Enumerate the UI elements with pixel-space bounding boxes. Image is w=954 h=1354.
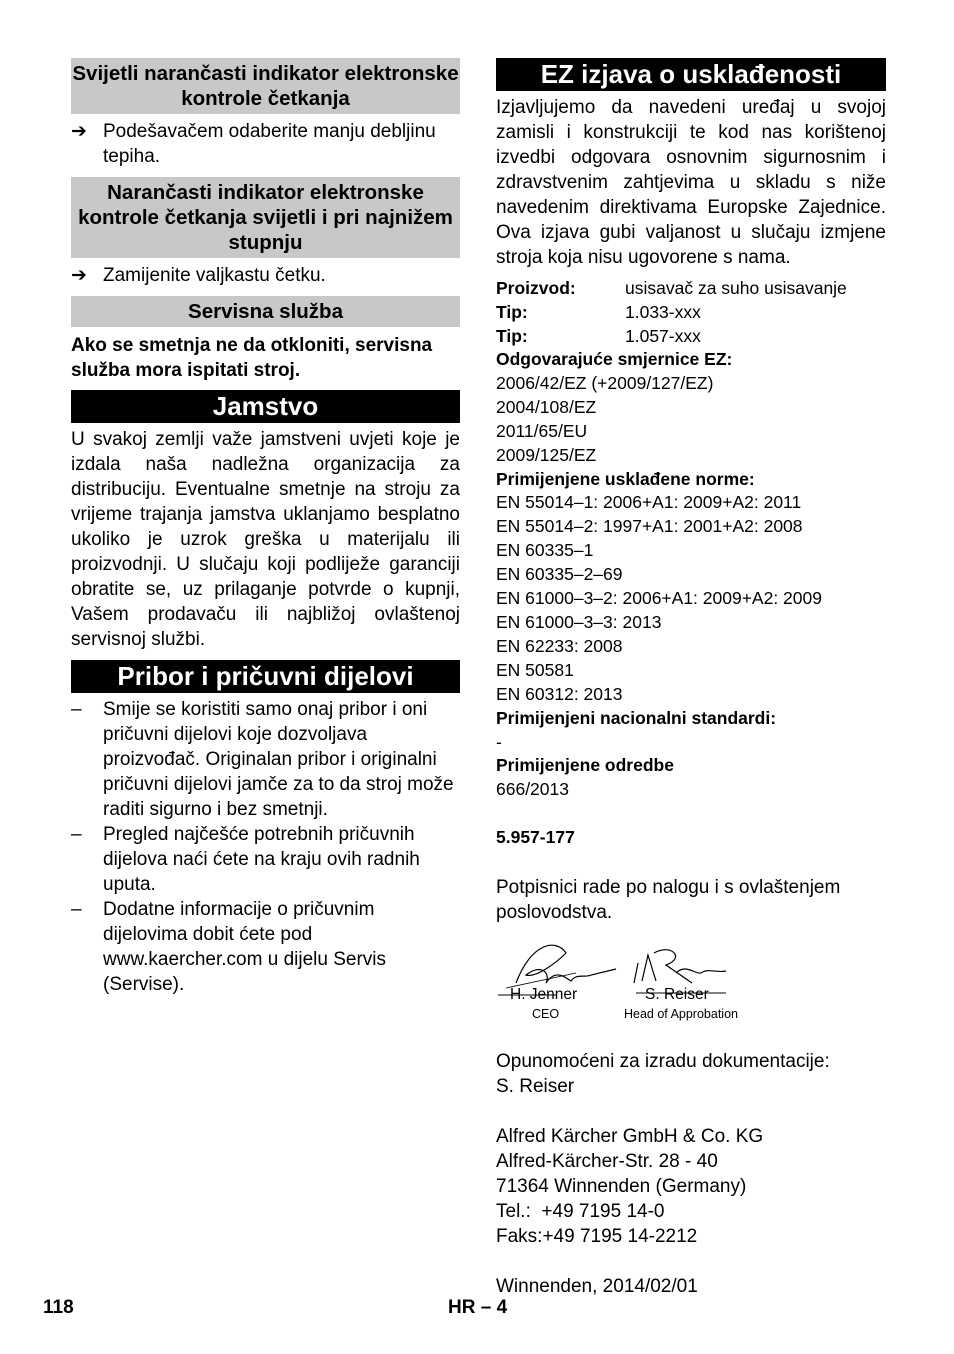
standard: EN 60335–2–69 bbox=[496, 564, 623, 585]
regulations-value: 666/2013 bbox=[496, 779, 569, 800]
signature-block bbox=[496, 933, 886, 1021]
standard: EN 55014–1: 2006+A1: 2009+A2: 2011 bbox=[496, 492, 802, 513]
authorized-name: S. Reiser bbox=[496, 1076, 575, 1098]
warranty-text: U svakoj zemlji važe jamstveni uvjeti koje je izdala naša nadležna organizacija za distribuciju. Eventualne smetnje na stroju za vrijeme trajanja jamstva uklanjamo besplatno ukoliko je uzrok greška u materijalu ili proizvodnji. U slučaju koji podliježe garanciji obratite se, uz prilaganje potvrde o kupnji, Vašem prodavaču ili najbližoj ovlaštenoj servisnoj službi. bbox=[71, 429, 460, 650]
standard: EN 60312: 2013 bbox=[496, 683, 623, 704]
standard: EN 61000–3–2: 2006+A1: 2009+A2: 2009 bbox=[496, 588, 822, 609]
page-number: 118 bbox=[43, 1297, 74, 1318]
signatory-name: H. Jenner bbox=[510, 986, 578, 1004]
signatories-text: Potpisnici rade po nalogu i s ovlaštenjem poslovodstva. bbox=[496, 877, 841, 924]
left-column bbox=[71, 58, 460, 997]
list-item: – Dodatne informacije o pričuvnim dijelovima dobit ćete pod www.kaercher.com u dijelu Servis (Servise). bbox=[71, 899, 386, 995]
directive: 2009/125/EZ bbox=[496, 444, 597, 465]
signatory-name: S. Reiser bbox=[645, 986, 709, 1004]
parts-heading: Pribor i pričuvni dijelovi bbox=[71, 660, 460, 693]
arrow-icon: ➔ bbox=[71, 121, 87, 142]
directives-label: Odgovarajuće smjernice EZ: bbox=[496, 349, 733, 369]
regulations-label: Primijenjene odredbe bbox=[496, 755, 674, 776]
right-column bbox=[496, 58, 886, 1299]
warranty-heading: Jamstvo bbox=[71, 390, 460, 423]
directive: 2004/108/EZ bbox=[496, 396, 597, 417]
standards-label: Primijenjene usklađene norme: bbox=[496, 468, 755, 489]
instruction-item: ➔ Podešavačem odaberite manju debljinu tepiha. bbox=[71, 121, 436, 167]
directive: 2011/65/EU bbox=[496, 420, 588, 441]
declaration-heading: EZ izjava o usklađenosti bbox=[496, 58, 886, 91]
product-row: Proizvod: usisavač za suho usisavanje bbox=[496, 278, 847, 298]
national-standards-value: - bbox=[496, 731, 502, 752]
standard: EN 55014–2: 1997+A1: 2001+A2: 2008 bbox=[496, 516, 803, 537]
section-heading: Narančasti indikator elektronske kontrole četkanja svijetli i pri najnižem stupnju bbox=[71, 177, 460, 258]
directive: 2006/42/EZ (+2009/127/EZ) bbox=[496, 372, 714, 393]
instruction-item: ➔ Zamijenite valjkastu četku. bbox=[71, 265, 326, 286]
list-item: – Smije se koristiti samo onaj pribor i oni pričuvni dijelovi koje dozvoljava proizvođač. Originalan pribor i originalni pričuvni dijelovi jamče za to da stroj može raditi sigurno i bez smetnji. bbox=[71, 699, 454, 820]
document-number: 5.957-177 bbox=[496, 827, 575, 848]
service-text: Ako se smetnja ne da otkloniti, servisna služba mora ispitati stroj. bbox=[71, 335, 433, 381]
section-heading: Servisna služba bbox=[71, 296, 460, 327]
signatory-role: CEO bbox=[532, 1007, 560, 1022]
section-heading: Svijetli narančasti indikator elektronske kontrole četkanja bbox=[71, 58, 460, 114]
standard: EN 62233: 2008 bbox=[496, 635, 623, 656]
standard: EN 50581 bbox=[496, 659, 574, 680]
type-row: Tip: 1.057-xxx bbox=[496, 326, 701, 346]
national-standards-label: Primijenjeni nacionalni standardi: bbox=[496, 707, 777, 728]
company-address: Alfred Kärcher GmbH & Co. KG Alfred-Kärcher-Str. 28 - 40 71364 Winnenden (Germany) Tel.: +49 7195 14-0 Faks:+49 7195 14-2212 bbox=[496, 1126, 764, 1248]
place-date: Winnenden, 2014/02/01 bbox=[496, 1276, 698, 1298]
standard: EN 61000–3–3: 2013 bbox=[496, 611, 662, 632]
type-row: Tip: 1.033-xxx bbox=[496, 302, 701, 322]
product-info bbox=[496, 276, 886, 348]
parts-list bbox=[71, 697, 460, 997]
standard: EN 60335–1 bbox=[496, 540, 594, 561]
signatory-role: Head of Approbation bbox=[624, 1007, 738, 1022]
list-item: – Pregled najčešće potrebnih pričuvnih dijelova naći ćete na kraju ovih radnih uputa. bbox=[71, 824, 420, 895]
section-footer: HR – 4 bbox=[448, 1297, 508, 1318]
authorized-label: Opunomoćeni za izradu dokumentacije: bbox=[496, 1051, 830, 1073]
declaration-intro: Izjavljujemo da navedeni uređaj u svojoj zamisli i konstrukciji te kod nas korištenoj izvedbi odgovara osnovnim sigurnosnim i zdravstvenim zahtjevima u skladu s niže navedenim direktivama Europske Zajednice. Ova izjava gubi valjanost u slučaju izmjene stroja koja nisu ugovorene s nama. bbox=[496, 97, 886, 268]
arrow-icon: ➔ bbox=[71, 265, 87, 286]
